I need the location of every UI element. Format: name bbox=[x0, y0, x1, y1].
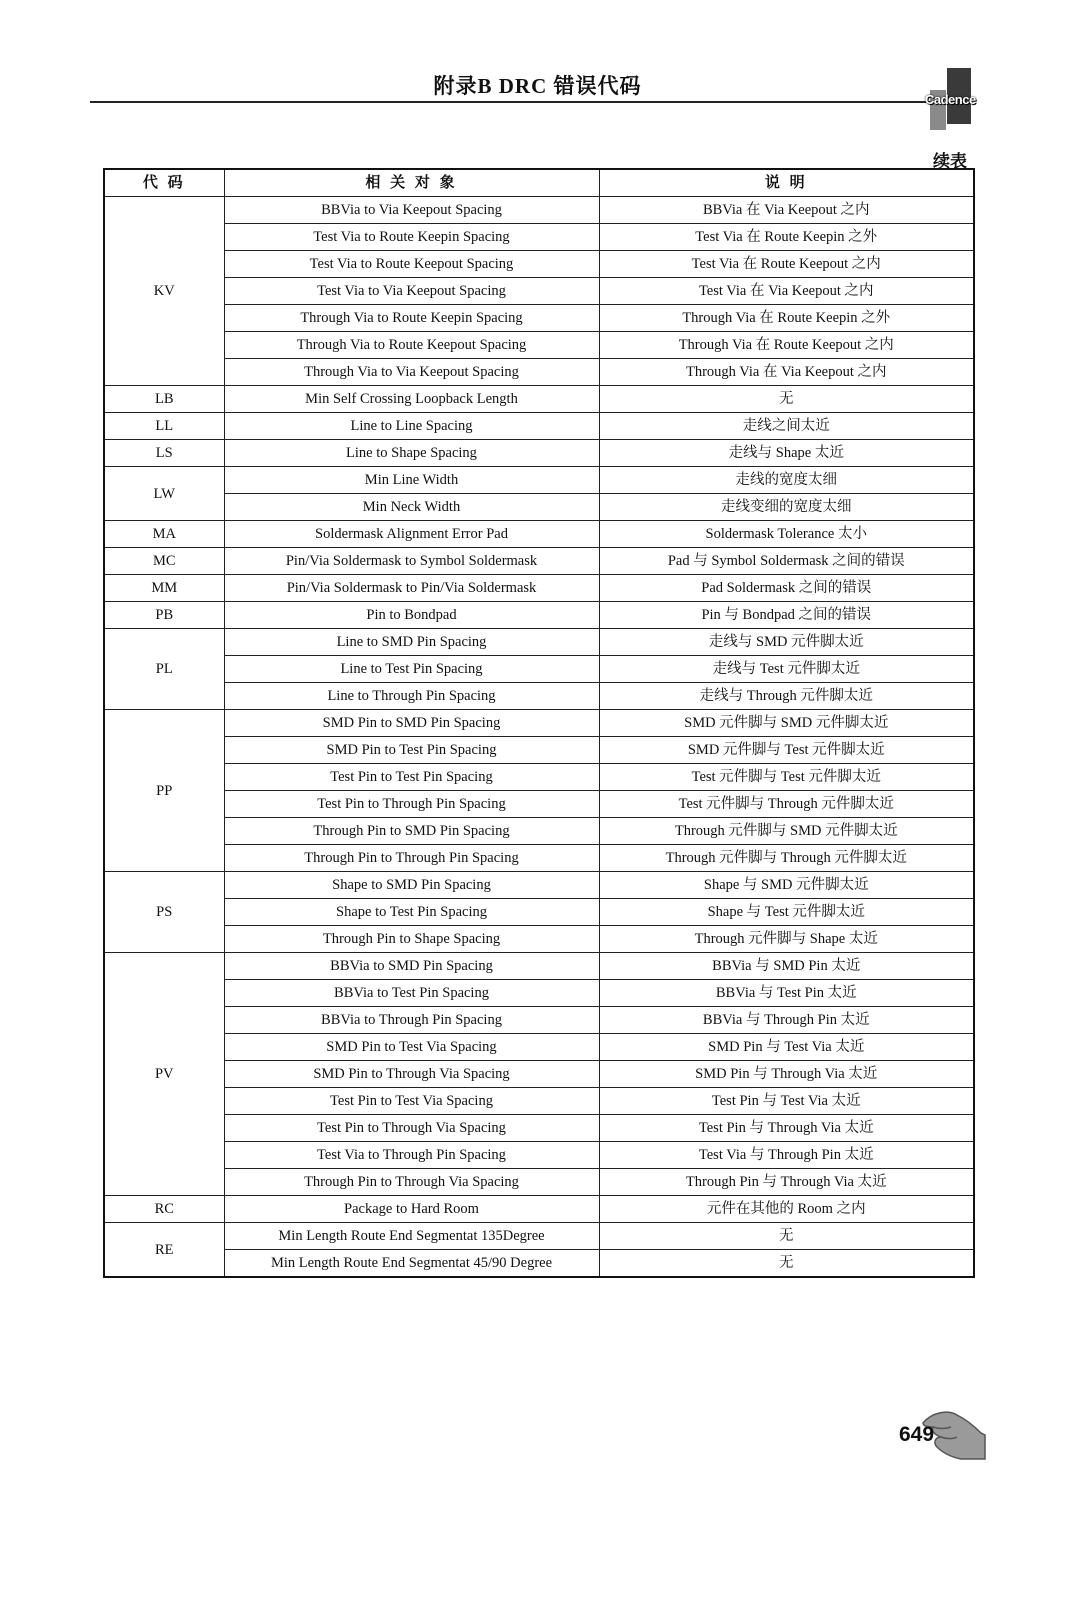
object-cell: Min Neck Width bbox=[224, 494, 599, 521]
table-row bbox=[104, 1007, 974, 1034]
table-row bbox=[104, 359, 974, 386]
description-cell: Soldermask Tolerance 太小 bbox=[599, 521, 974, 548]
description-cell: SMD Pin 与 Test Via 太近 bbox=[599, 1034, 974, 1061]
object-cell: SMD Pin to Test Pin Spacing bbox=[224, 737, 599, 764]
description-cell: Pad 与 Symbol Soldermask 之间的错误 bbox=[599, 548, 974, 575]
description-cell: BBVia 与 Through Pin 太近 bbox=[599, 1007, 974, 1034]
object-cell: Line to Through Pin Spacing bbox=[224, 683, 599, 710]
description-cell: 走线之间太近 bbox=[599, 413, 974, 440]
page-number-badge bbox=[895, 1405, 990, 1465]
table-row bbox=[104, 1196, 974, 1223]
table-row bbox=[104, 278, 974, 305]
table-row bbox=[104, 251, 974, 278]
error-code-cell: MA bbox=[104, 521, 224, 548]
object-cell: Min Self Crossing Loopback Length bbox=[224, 386, 599, 413]
description-cell: Through 元件脚与 SMD 元件脚太近 bbox=[599, 818, 974, 845]
description-cell: Through Via 在 Route Keepin 之外 bbox=[599, 305, 974, 332]
description-cell: Test 元件脚与 Test 元件脚太近 bbox=[599, 764, 974, 791]
description-cell: 走线与 Test 元件脚太近 bbox=[599, 656, 974, 683]
table-row bbox=[104, 548, 974, 575]
description-cell: Through Via 在 Via Keepout 之内 bbox=[599, 359, 974, 386]
description-cell: BBVia 与 Test Pin 太近 bbox=[599, 980, 974, 1007]
object-cell: Through Pin to SMD Pin Spacing bbox=[224, 818, 599, 845]
object-cell: Line to Shape Spacing bbox=[224, 440, 599, 467]
object-cell: Through Pin to Shape Spacing bbox=[224, 926, 599, 953]
description-cell: Test Via 在 Via Keepout 之内 bbox=[599, 278, 974, 305]
object-cell: SMD Pin to Test Via Spacing bbox=[224, 1034, 599, 1061]
description-cell: 无 bbox=[599, 1250, 974, 1278]
error-code-cell: MC bbox=[104, 548, 224, 575]
drc-error-table bbox=[103, 168, 975, 1278]
description-cell: Test Via 在 Route Keepout 之内 bbox=[599, 251, 974, 278]
table-row bbox=[104, 386, 974, 413]
description-cell: Through Pin 与 Through Via 太近 bbox=[599, 1169, 974, 1196]
description-cell: SMD 元件脚与 Test 元件脚太近 bbox=[599, 737, 974, 764]
object-cell: Test Pin to Test Via Spacing bbox=[224, 1088, 599, 1115]
error-code-cell: PP bbox=[104, 710, 224, 872]
table-row bbox=[104, 332, 974, 359]
table-row bbox=[104, 764, 974, 791]
object-cell: Line to Test Pin Spacing bbox=[224, 656, 599, 683]
object-cell: SMD Pin to Through Via Spacing bbox=[224, 1061, 599, 1088]
object-cell: Pin/Via Soldermask to Pin/Via Soldermask bbox=[224, 575, 599, 602]
error-code-cell: PL bbox=[104, 629, 224, 710]
error-code-cell: PV bbox=[104, 953, 224, 1196]
error-code-cell: LW bbox=[104, 467, 224, 521]
object-cell: Test Via to Route Keepout Spacing bbox=[224, 251, 599, 278]
table-row bbox=[104, 953, 974, 980]
table-row bbox=[104, 629, 974, 656]
description-cell: Through Via 在 Route Keepout 之内 bbox=[599, 332, 974, 359]
table-row bbox=[104, 494, 974, 521]
table-row bbox=[104, 845, 974, 872]
table-row bbox=[104, 575, 974, 602]
error-code-cell: RE bbox=[104, 1223, 224, 1278]
table-row bbox=[104, 1115, 974, 1142]
column-header-code: 代 码 bbox=[104, 169, 224, 197]
table-row bbox=[104, 926, 974, 953]
table-row bbox=[104, 1142, 974, 1169]
table-row bbox=[104, 791, 974, 818]
object-cell: BBVia to Test Pin Spacing bbox=[224, 980, 599, 1007]
table-row bbox=[104, 1034, 974, 1061]
description-cell: Pin 与 Bondpad 之间的错误 bbox=[599, 602, 974, 629]
table-row bbox=[104, 899, 974, 926]
description-cell: SMD 元件脚与 SMD 元件脚太近 bbox=[599, 710, 974, 737]
table-row bbox=[104, 737, 974, 764]
table-row bbox=[104, 656, 974, 683]
description-cell: 走线与 Through 元件脚太近 bbox=[599, 683, 974, 710]
description-cell: 无 bbox=[599, 1223, 974, 1250]
error-code-cell: KV bbox=[104, 197, 224, 386]
error-code-cell: MM bbox=[104, 575, 224, 602]
error-code-cell: RC bbox=[104, 1196, 224, 1223]
description-cell: 走线的宽度太细 bbox=[599, 467, 974, 494]
object-cell: Shape to SMD Pin Spacing bbox=[224, 872, 599, 899]
table-row bbox=[104, 224, 974, 251]
error-code-cell: LS bbox=[104, 440, 224, 467]
table-row bbox=[104, 467, 974, 494]
table-header-row bbox=[104, 169, 974, 197]
error-code-cell: PB bbox=[104, 602, 224, 629]
column-header-object: 相 关 对 象 bbox=[224, 169, 599, 197]
description-cell: Test Pin 与 Test Via 太近 bbox=[599, 1088, 974, 1115]
description-cell: 元件在其他的 Room 之内 bbox=[599, 1196, 974, 1223]
object-cell: Package to Hard Room bbox=[224, 1196, 599, 1223]
table-body bbox=[104, 197, 974, 1278]
table-row bbox=[104, 872, 974, 899]
object-cell: Shape to Test Pin Spacing bbox=[224, 899, 599, 926]
table-row bbox=[104, 683, 974, 710]
description-cell: Through 元件脚与 Through 元件脚太近 bbox=[599, 845, 974, 872]
object-cell: Test Via to Through Pin Spacing bbox=[224, 1142, 599, 1169]
table-row bbox=[104, 980, 974, 1007]
object-cell: BBVia to SMD Pin Spacing bbox=[224, 953, 599, 980]
table-row bbox=[104, 818, 974, 845]
object-cell: Test Via to Route Keepin Spacing bbox=[224, 224, 599, 251]
description-cell: 走线变细的宽度太细 bbox=[599, 494, 974, 521]
object-cell: Line to SMD Pin Spacing bbox=[224, 629, 599, 656]
page-number: 649 bbox=[899, 1423, 935, 1446]
header-rule bbox=[90, 101, 930, 103]
page-header-title: 附录B DRC 错误代码 bbox=[433, 74, 642, 98]
table-row bbox=[104, 602, 974, 629]
table-row bbox=[104, 1169, 974, 1196]
object-cell: Through Pin to Through Pin Spacing bbox=[224, 845, 599, 872]
error-code-cell: PS bbox=[104, 872, 224, 953]
table-row bbox=[104, 413, 974, 440]
object-cell: Test Pin to Through Via Spacing bbox=[224, 1115, 599, 1142]
object-cell: Line to Line Spacing bbox=[224, 413, 599, 440]
description-cell: SMD Pin 与 Through Via 太近 bbox=[599, 1061, 974, 1088]
description-cell: Test Pin 与 Through Via 太近 bbox=[599, 1115, 974, 1142]
table-row bbox=[104, 710, 974, 737]
error-code-cell: LL bbox=[104, 413, 224, 440]
description-cell: BBVia 在 Via Keepout 之内 bbox=[599, 197, 974, 224]
object-cell: Min Length Route End Segmentat 135Degree bbox=[224, 1223, 599, 1250]
object-cell: Through Via to Route Keepin Spacing bbox=[224, 305, 599, 332]
logo-text: Cadence bbox=[925, 92, 976, 107]
description-cell: Test 元件脚与 Through 元件脚太近 bbox=[599, 791, 974, 818]
description-cell: 无 bbox=[599, 386, 974, 413]
object-cell: Min Length Route End Segmentat 45/90 Degree bbox=[224, 1250, 599, 1278]
object-cell: Through Pin to Through Via Spacing bbox=[224, 1169, 599, 1196]
table-row bbox=[104, 305, 974, 332]
description-cell: Test Via 与 Through Pin 太近 bbox=[599, 1142, 974, 1169]
table-row bbox=[104, 1250, 974, 1278]
description-cell: Shape 与 SMD 元件脚太近 bbox=[599, 872, 974, 899]
object-cell: Test Pin to Test Pin Spacing bbox=[224, 764, 599, 791]
object-cell: SMD Pin to SMD Pin Spacing bbox=[224, 710, 599, 737]
object-cell: Test Via to Via Keepout Spacing bbox=[224, 278, 599, 305]
object-cell: BBVia to Via Keepout Spacing bbox=[224, 197, 599, 224]
table-row bbox=[104, 1088, 974, 1115]
table-row bbox=[104, 1061, 974, 1088]
table-row bbox=[104, 1223, 974, 1250]
description-cell: Shape 与 Test 元件脚太近 bbox=[599, 899, 974, 926]
object-cell: Pin/Via Soldermask to Symbol Soldermask bbox=[224, 548, 599, 575]
error-code-cell: LB bbox=[104, 386, 224, 413]
table-row bbox=[104, 197, 974, 224]
object-cell: Pin to Bondpad bbox=[224, 602, 599, 629]
description-cell: Pad Soldermask 之间的错误 bbox=[599, 575, 974, 602]
description-cell: 走线与 SMD 元件脚太近 bbox=[599, 629, 974, 656]
table-row bbox=[104, 521, 974, 548]
object-cell: Test Pin to Through Pin Spacing bbox=[224, 791, 599, 818]
description-cell: Test Via 在 Route Keepin 之外 bbox=[599, 224, 974, 251]
object-cell: Soldermask Alignment Error Pad bbox=[224, 521, 599, 548]
object-cell: Through Via to Route Keepout Spacing bbox=[224, 332, 599, 359]
object-cell: Min Line Width bbox=[224, 467, 599, 494]
table-row bbox=[104, 440, 974, 467]
description-cell: 走线与 Shape 太近 bbox=[599, 440, 974, 467]
cadence-logo bbox=[925, 68, 990, 130]
column-header-description: 说 明 bbox=[599, 169, 974, 197]
description-cell: BBVia 与 SMD Pin 太近 bbox=[599, 953, 974, 980]
description-cell: Through 元件脚与 Shape 太近 bbox=[599, 926, 974, 953]
object-cell: Through Via to Via Keepout Spacing bbox=[224, 359, 599, 386]
continued-label: 续表 bbox=[933, 152, 967, 171]
object-cell: BBVia to Through Pin Spacing bbox=[224, 1007, 599, 1034]
